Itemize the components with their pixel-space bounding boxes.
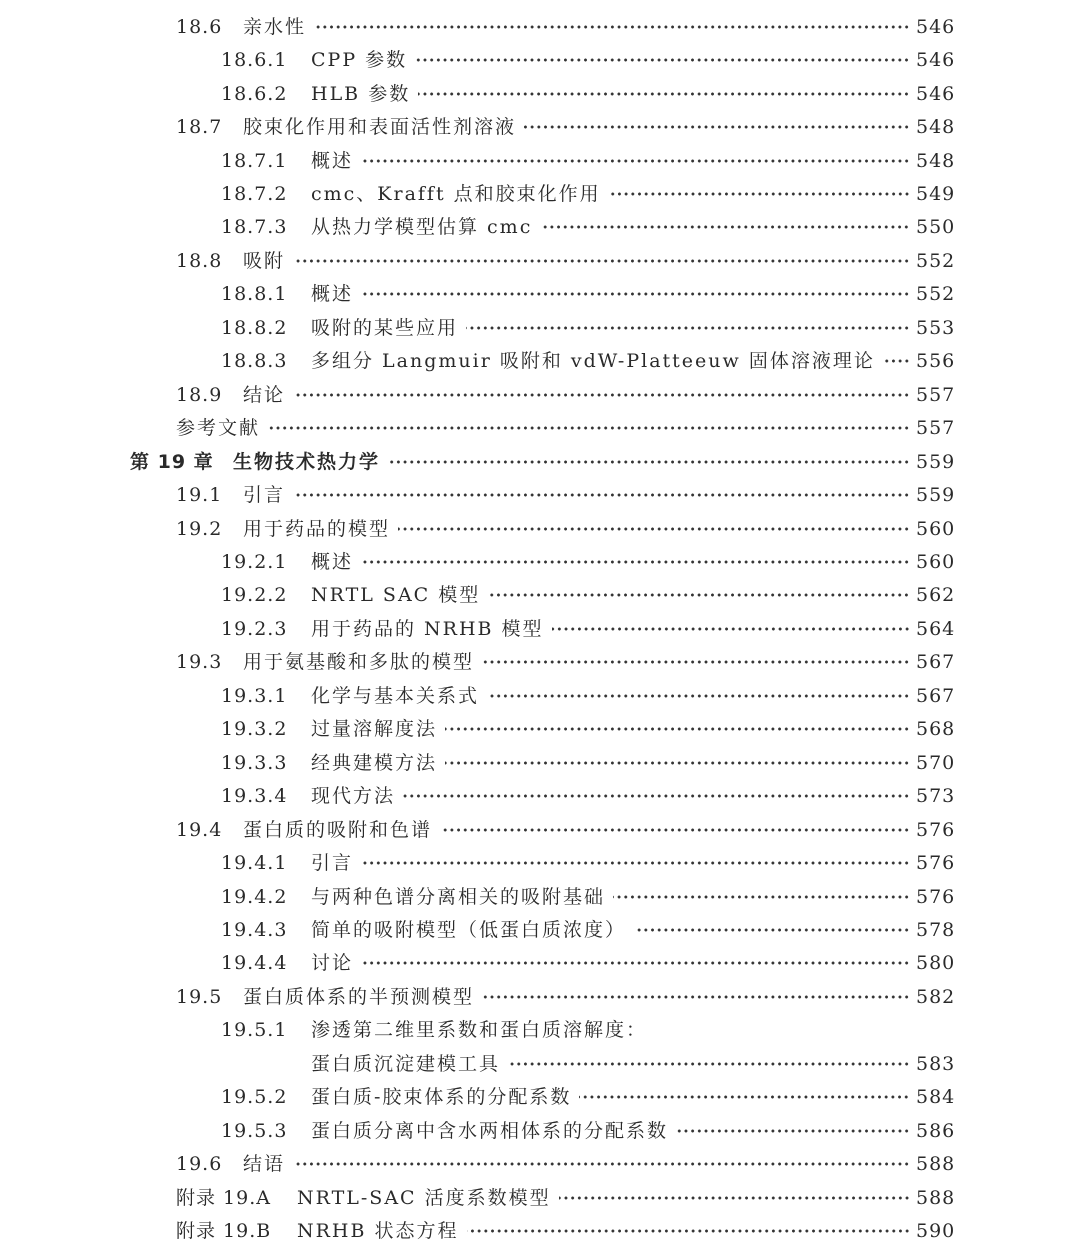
page-number: 588 [916,1186,956,1209]
entry-title: 从热力学模型估算 cmc [311,216,533,239]
page-number: 584 [916,1086,956,1109]
entry-title: NRHB 状态方程 [297,1220,459,1243]
dot-leader [415,58,910,62]
entry-number: 18.9 [176,383,223,406]
page-number: 567 [916,651,956,674]
entry-title: 蛋白质分离中含水两相体系的分配系数 [311,1119,669,1142]
toc-entry [0,244,1080,277]
toc-entry [0,1181,1080,1214]
toc-entry [0,545,1080,578]
entry-number: 19.4 [176,818,223,841]
entry-number: 18.6 [176,15,223,38]
page-number: 590 [916,1220,956,1243]
toc-entry [0,1047,1080,1080]
page-number: 578 [916,918,956,941]
dot-leader [293,259,910,263]
entry-number: 19.4.1 [221,852,288,875]
page-number: 553 [916,316,956,339]
entry-title: cmc、Krafft 点和胶束化作用 [311,183,601,205]
entry-title: 用于药品的 NRHB 模型 [311,617,544,640]
entry-number: 19.2.3 [221,617,288,640]
toc-entry [0,411,1080,444]
page-number: 557 [916,383,956,406]
toc-entry [0,345,1080,378]
entry-number: 附录 19.A [176,1186,271,1209]
page-number: 586 [916,1119,956,1142]
page-number: 559 [916,450,956,473]
entry-title: 概述 [311,550,354,573]
page-number: 583 [916,1052,956,1075]
entry-number: 19.4.3 [221,918,288,941]
entry-title: 蛋白质的吸附和色谱 [243,818,433,841]
entry-number: 18.7.3 [221,216,288,239]
dot-leader [361,861,910,865]
entry-title: 蛋白质沉淀建模工具 [311,1052,501,1075]
page-number: 548 [916,149,956,172]
entry-number: 19.5.2 [221,1086,288,1109]
toc-entry [0,746,1080,779]
entry-number: 19.3.2 [221,718,288,741]
page-number: 576 [916,852,956,875]
toc-entry [0,713,1080,746]
toc-entry [0,913,1080,946]
entry-title: 吸附的某些应用 [311,316,459,339]
page-number: 580 [916,952,956,975]
toc-entry [0,646,1080,679]
page-number: 582 [916,985,956,1008]
page-number: 552 [916,249,956,272]
entry-title: 结语 [243,1153,286,1176]
toc-entry [0,779,1080,812]
entry-title: 概述 [311,283,354,306]
dot-leader [445,761,910,765]
entry-title: NRTL-SAC 活度系数模型 [297,1186,551,1209]
entry-title: 引言 [243,484,286,507]
entry-title: 引言 [311,852,354,875]
entry-title: 参考文献 [176,417,261,440]
dot-leader [445,727,910,731]
dot-leader [482,995,910,999]
page-number: 570 [916,751,956,774]
page-number: 576 [916,818,956,841]
toc-entry [0,378,1080,411]
page-number: 556 [916,350,956,373]
entry-number: 19.1 [176,484,223,507]
entry-title: 化学与基本关系式 [311,684,480,707]
toc-entry [0,947,1080,980]
page-number: 546 [916,82,956,105]
entry-title: 多组分 Langmuir 吸附和 vdW-Platteeuw 固体溶液理论 [311,350,875,373]
toc-entry [0,980,1080,1013]
toc-entry [0,679,1080,712]
entry-number: 18.8.1 [221,283,288,306]
entry-number: 第 19 章 [130,450,214,473]
entry-number: 19.3.4 [221,785,288,808]
dot-leader [676,1129,910,1133]
toc-entry [0,1214,1080,1247]
page-number: 567 [916,684,956,707]
toc-entry [0,813,1080,846]
toc-entry [0,512,1080,545]
dot-leader [361,292,910,296]
dot-leader [361,159,910,163]
toc-entry [0,177,1080,210]
page-number: 588 [916,1153,956,1176]
dot-leader [293,493,910,497]
entry-number: 18.8 [176,249,223,272]
toc-entry [0,1081,1080,1114]
entry-title: CPP 参数 [311,49,408,72]
toc-entry [0,77,1080,110]
entry-number: 19.2 [176,517,223,540]
dot-leader [579,1095,910,1099]
dot-leader [467,1229,910,1233]
dot-leader [314,25,910,29]
entry-number: 19.3.1 [221,684,288,707]
entry-title: 生物技术热力学 [233,450,381,473]
entry-title: NRTL SAC 模型 [311,584,481,607]
entry-title: HLB 参数 [311,82,411,105]
entry-number: 18.7.1 [221,149,288,172]
entry-title: 讨论 [311,952,354,975]
dot-leader [613,895,910,899]
table-of-contents [0,10,1080,1248]
page-number: 573 [916,785,956,808]
dot-leader [524,125,910,129]
entry-title: 概述 [311,149,354,172]
entry-number: 附录 19.B [176,1220,272,1243]
dot-leader [398,527,910,531]
toc-entry [0,110,1080,143]
entry-title: 用于药品的模型 [243,517,391,540]
entry-title: 与两种色谱分离相关的吸附基础 [311,885,606,908]
entry-number: 19.2.1 [221,550,288,573]
dot-leader [487,694,910,698]
entry-title: 吸附 [243,249,286,272]
toc-entry [0,1114,1080,1147]
dot-leader [508,1062,910,1066]
page-number: 546 [916,49,956,72]
entry-title: 简单的吸附模型（低蛋白质浓度） [311,918,627,941]
entry-number: 18.8.3 [221,350,288,373]
entry-number: 18.6.2 [221,82,288,105]
toc-entry [0,1014,1080,1047]
page-number: 564 [916,617,956,640]
dot-leader [482,660,910,664]
entry-number: 18.8.2 [221,316,288,339]
page-number: 576 [916,885,956,908]
dot-leader [883,359,910,363]
entry-title: 亲水性 [243,15,307,38]
dot-leader [540,225,910,229]
dot-leader [293,393,910,397]
dot-leader [361,961,910,965]
toc-entry [0,579,1080,612]
entry-number: 19.2.2 [221,584,288,607]
chapter-entry [0,445,1080,478]
entry-number: 19.5.3 [221,1119,288,1142]
entry-number: 19.3 [176,651,223,674]
page-number: 548 [916,116,956,139]
toc-entry [0,43,1080,76]
page-number: 568 [916,718,956,741]
entry-number: 19.4.2 [221,885,288,908]
entry-title: 用于氨基酸和多肽的模型 [243,651,475,674]
page-number: 546 [916,15,956,38]
dot-leader [388,460,910,464]
toc-entry [0,311,1080,344]
dot-leader [440,828,910,832]
dot-leader [361,560,910,564]
entry-title: 胶束化作用和表面活性剂溶液 [243,116,517,139]
toc-entry [0,10,1080,43]
dot-leader [552,627,910,631]
entry-title: 经典建模方法 [311,751,438,774]
page-number: 560 [916,550,956,573]
dot-leader [293,1162,910,1166]
entry-number: 18.7.2 [221,183,288,205]
toc-entry [0,211,1080,244]
dot-leader [466,326,910,330]
dot-leader [268,426,910,430]
dot-leader [559,1196,910,1200]
page-number: 550 [916,216,956,239]
toc-entry [0,278,1080,311]
page-number: 560 [916,517,956,540]
toc-entry [0,612,1080,645]
toc-entry [0,144,1080,177]
entry-number: 19.3.3 [221,751,288,774]
entry-number: 18.6.1 [221,49,288,72]
entry-number: 19.5.1 [221,1019,288,1042]
entry-number: 19.4.4 [221,952,288,975]
dot-leader [634,928,910,932]
entry-title: 过量溶解度法 [311,718,438,741]
entry-title: 蛋白质体系的半预测模型 [243,985,475,1008]
page-number: 552 [916,283,956,306]
page-number: 559 [916,484,956,507]
entry-title: 蛋白质-胶束体系的分配系数 [311,1086,572,1109]
page-number: 549 [916,183,956,205]
dot-leader [403,794,910,798]
dot-leader [609,192,910,196]
dot-leader [418,92,910,96]
toc-entry [0,880,1080,913]
entry-title: 结论 [243,383,286,406]
toc-entry [0,1147,1080,1180]
page-number: 562 [916,584,956,607]
entry-number: 19.6 [176,1153,223,1176]
entry-title: 渗透第二维里系数和蛋白质溶解度： [311,1019,648,1042]
toc-entry [0,846,1080,879]
dot-leader [488,593,910,597]
entry-title: 现代方法 [311,785,396,808]
entry-number: 19.5 [176,985,223,1008]
toc-entry [0,478,1080,511]
entry-number: 18.7 [176,116,223,139]
page-number: 557 [916,417,956,440]
